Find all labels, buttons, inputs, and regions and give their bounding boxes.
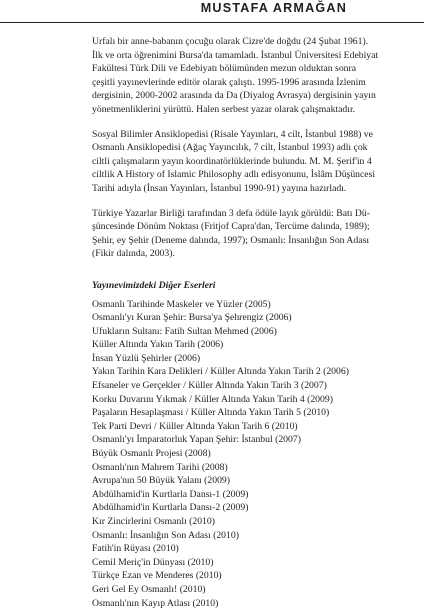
text-line: ciltlik A History of Islamic Philosophy adlı edisyonunu, İslâm Düşüncesi [92,168,414,182]
list-item: Efsaneler ve Gerçekler / Küller Altında Yakın Tarih 3 (2007) [92,379,414,393]
text-line: Türkiye Yazarlar Birliği tarafından 3 defa ödüle layık görüldü: Batı Dü- [92,207,414,221]
bio-paragraph-3 [92,207,414,261]
list-item: Ufukların Sultanı: Fatih Sultan Mehmed (2006) [92,325,414,339]
running-head-author: MUSTAFA ARMAĞAN [201,1,347,15]
list-item: Kır Zincirlerini Osmanlı (2010) [92,515,414,529]
list-item: Büyük Osmanlı Projesi (2008) [92,447,414,461]
list-item: Küller Altında Yakın Tarih (2006) [92,338,414,352]
text-line: Şehir, ey Şehir (Deneme dalında, 1997); Osmanlı: İnsanlığın Son Adası [92,234,414,248]
text-line: (Fikir dalında, 2003). [92,247,414,261]
page-header [0,0,424,23]
list-item: Yakın Tarihin Kara Delikleri / Küller Altında Yakın Tarih 2 (2006) [92,365,414,379]
text-line: şüncesinde Dönüm Noktası (Fritjof Capra'dan, Tercüme dalında, 1989); [92,220,414,234]
list-item: Avrupa'nın 50 Büyük Yalanı (2009) [92,474,414,488]
text-line: Osmanlı Ansiklopedisi (Ağaç Yayıncılık, 7 cilt, İstanbul 1993) adlı çok [92,141,414,155]
bio-paragraph-2 [92,128,414,196]
text-line: İlk ve orta öğrenimini Bursa'da tamamladı. İstanbul Üniversitesi Edebiyat [92,49,414,63]
text-line: Urfalı bir anne-babanın çocuğu olarak Cizre'de doğdu (24 Şubat 1961). [92,35,414,49]
author-bio-page [92,35,414,610]
list-item: İnsan Yüzlü Şehirler (2006) [92,352,414,366]
text-line: Tarihi adıyla (İnsan Yayınları, İstanbul 1990-91) yayına hazırladı. [92,182,414,196]
list-item: Osmanlı'nın Mahrem Tarihi (2008) [92,461,414,475]
text-line: Sosyal Bilimler Ansiklopedisi (Risale Yayınları, 4 cilt, İstanbul 1988) ve [92,128,414,142]
list-item: Geri Gel Ey Osmanlı! (2010) [92,583,414,597]
list-item: Abdülhamid'in Kurtlarla Dansı-1 (2009) [92,488,414,502]
list-item: Türkçe Ezan ve Menderes (2010) [92,569,414,583]
list-item: Osmanlı: İnsanlığın Son Adası (2010) [92,529,414,543]
list-item: Paşaların Hesaplaşması / Küller Altında Yakın Tarih 5 (2010) [92,406,414,420]
bio-paragraph-1 [92,35,414,117]
list-item: Osmanlı'yı İmparatorluk Yapan Şehir: İstanbul (2007) [92,433,414,447]
list-item: Fatih'in Rüyası (2010) [92,542,414,556]
text-line: dergisinin, 2000-2002 arasında da Da (Diyalog Avrasya) dergisinin yayın [92,89,414,103]
list-item: Korku Duvarını Yıkmak / Küller Altında Yakın Tarih 4 (2009) [92,393,414,407]
list-item: Osmanlı Tarihinde Maskeler ve Yüzler (2005) [92,298,414,312]
text-line: ciltli çalışmaların yayın koordinatörlüklerinde bulundu. M. M. Şerif'in 4 [92,155,414,169]
list-item: Osmanlı'yı Kuran Şehir: Bursa'ya Şehrengiz (2006) [92,311,414,325]
list-item: Tek Parti Devri / Küller Altında Yakın Tarih 6 (2010) [92,420,414,434]
text-line: yönetmenliklerini yürüttü. Halen serbest yazar olarak çalışmaktadır. [92,103,414,117]
works-list [92,298,414,610]
text-line: çeşitli yayınevlerinde editör olarak çalıştı. 1995-1996 arasında İzlenim [92,76,414,90]
list-item: Cemil Meriç'in Dünyası (2010) [92,556,414,570]
list-item: Osmanlı'nın Kayıp Atlası (2010) [92,597,414,610]
works-section-title: Yayınevimizdeki Diğer Eserleri [92,279,414,293]
text-line: Fakültesi Türk Dili ve Edebiyatı bölümünden mezun olduktan sonra [92,62,414,76]
list-item: Abdülhamid'in Kurtlarla Dansı-2 (2009) [92,501,414,515]
